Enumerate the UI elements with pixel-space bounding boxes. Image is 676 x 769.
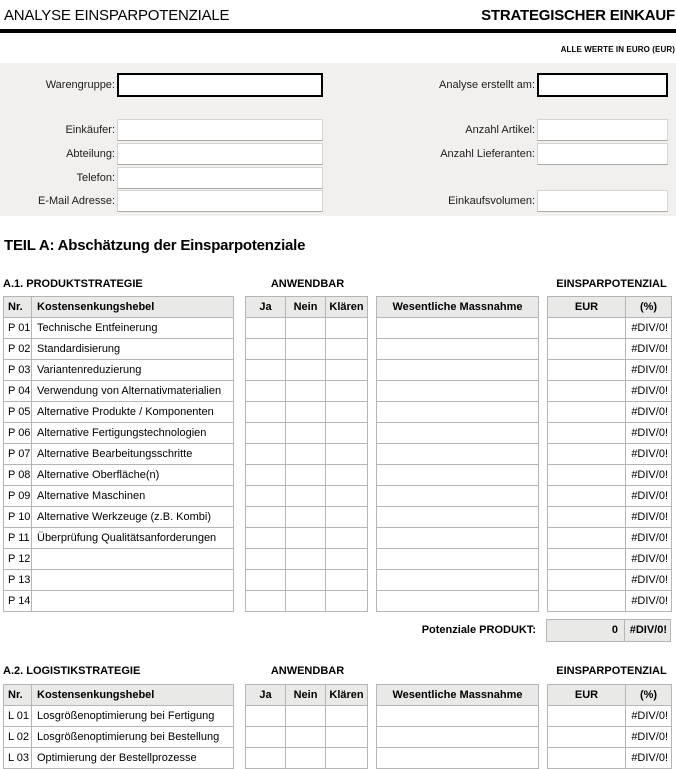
cell-ja[interactable] — [246, 486, 286, 507]
cell-massnahme[interactable] — [377, 706, 539, 727]
einsparpotenzial-label: EINSPARPOTENZIAL — [556, 665, 667, 677]
row-nr: P 10 — [4, 507, 32, 528]
cell-nein[interactable] — [286, 591, 326, 612]
table-row — [3, 444, 676, 465]
table-row — [3, 318, 676, 339]
cell-massnahme[interactable] — [377, 381, 539, 402]
cell-eur[interactable] — [548, 549, 626, 570]
cell-pct: #DIV/0! — [626, 727, 672, 748]
cell-nein[interactable] — [286, 402, 326, 423]
cell-klaeren[interactable] — [326, 402, 368, 423]
row-nr: P 08 — [4, 465, 32, 486]
table-row — [3, 706, 676, 727]
cell-massnahme[interactable] — [377, 727, 539, 748]
cell-massnahme[interactable] — [377, 402, 539, 423]
cell-eur[interactable] — [548, 591, 626, 612]
anwendbar-label: ANWENDBAR — [270, 278, 345, 290]
department-title: STRATEGISCHER EINKAUF — [481, 7, 675, 24]
table-row — [3, 402, 676, 423]
cell-ja[interactable] — [246, 706, 286, 727]
table-row — [3, 381, 676, 402]
cell-ja[interactable] — [246, 549, 286, 570]
cell-klaeren[interactable] — [326, 727, 368, 748]
cell-klaeren[interactable] — [326, 570, 368, 591]
cell-nein[interactable] — [286, 486, 326, 507]
row-nr: L 02 — [4, 727, 32, 748]
cell-pct: #DIV/0! — [626, 423, 672, 444]
row-nr: L 01 — [4, 706, 32, 727]
logistikstrategie-table — [3, 684, 676, 769]
cell-klaeren[interactable] — [326, 360, 368, 381]
row-kostensenkungshebel — [32, 570, 234, 591]
cell-eur[interactable] — [548, 381, 626, 402]
section-a1-labels — [0, 278, 676, 290]
row-nr: P 06 — [4, 423, 32, 444]
table-header-row — [3, 296, 676, 318]
table-row — [3, 727, 676, 748]
einkaeufer-label: Einkäufer: — [65, 124, 115, 136]
einkaeufer-input[interactable] — [117, 119, 323, 141]
cell-ja[interactable] — [246, 727, 286, 748]
anzahl-artikel-label: Anzahl Artikel: — [465, 124, 535, 136]
cell-klaeren[interactable] — [326, 486, 368, 507]
cell-pct: #DIV/0! — [626, 748, 672, 769]
table-row — [3, 507, 676, 528]
cell-klaeren[interactable] — [326, 528, 368, 549]
row-nr: P 09 — [4, 486, 32, 507]
col-header-pct: (%) — [626, 684, 672, 706]
col-header-kostensenkungshebel: Kostensenkungshebel — [32, 296, 234, 318]
cell-ja[interactable] — [246, 591, 286, 612]
cell-massnahme[interactable] — [377, 360, 539, 381]
cell-klaeren[interactable] — [326, 381, 368, 402]
cell-eur[interactable] — [548, 706, 626, 727]
analyse-erstellt-am-input[interactable] — [537, 73, 668, 97]
row-kostensenkungshebel: Losgrößenoptimierung bei Fertigung — [32, 706, 234, 727]
table-row — [3, 465, 676, 486]
document-title: ANALYSE EINSPARPOTENZIALE — [4, 7, 230, 24]
cell-pct: #DIV/0! — [626, 444, 672, 465]
abteilung-label: Abteilung: — [66, 148, 115, 160]
anzahl-artikel-input[interactable] — [537, 119, 668, 141]
table-row — [3, 486, 676, 507]
cell-klaeren[interactable] — [326, 507, 368, 528]
cell-nein[interactable] — [286, 549, 326, 570]
row-kostensenkungshebel: Alternative Oberfläche(n) — [32, 465, 234, 486]
cell-nein[interactable] — [286, 423, 326, 444]
cell-pct: #DIV/0! — [626, 360, 672, 381]
table-row — [3, 549, 676, 570]
cell-pct: #DIV/0! — [626, 549, 672, 570]
row-kostensenkungshebel: Alternative Fertigungstechnologien — [32, 423, 234, 444]
cell-massnahme[interactable] — [377, 465, 539, 486]
cell-nein[interactable] — [286, 706, 326, 727]
cell-nein[interactable] — [286, 381, 326, 402]
einkaufsvolumen-input[interactable] — [537, 190, 668, 212]
cell-ja[interactable] — [246, 402, 286, 423]
cell-massnahme[interactable] — [377, 591, 539, 612]
cell-pct: #DIV/0! — [626, 402, 672, 423]
einsparpotenzial-label: EINSPARPOTENZIAL — [556, 278, 667, 290]
col-header-nr: Nr. — [4, 684, 32, 706]
einkaufsvolumen-label: Einkaufsvolumen: — [448, 195, 535, 207]
metadata-form-panel — [0, 63, 676, 216]
telefon-label: Telefon: — [76, 172, 115, 184]
row-nr: P 01 — [4, 318, 32, 339]
cell-pct: #DIV/0! — [626, 486, 672, 507]
cell-massnahme[interactable] — [377, 318, 539, 339]
anzahl-lieferanten-label: Anzahl Lieferanten: — [440, 148, 535, 160]
produkt-total-eur: 0 — [547, 619, 625, 642]
cell-eur[interactable] — [548, 465, 626, 486]
table-row — [3, 360, 676, 381]
col-header-nein: Nein — [286, 684, 326, 706]
cell-massnahme[interactable] — [377, 423, 539, 444]
cell-nein[interactable] — [286, 507, 326, 528]
cell-nein[interactable] — [286, 727, 326, 748]
cell-klaeren[interactable] — [326, 423, 368, 444]
warengruppe-label: Warengruppe: — [45, 79, 115, 91]
email-label: E-Mail Adresse: — [37, 195, 115, 207]
cell-eur[interactable] — [548, 360, 626, 381]
col-header-eur: EUR — [548, 684, 626, 706]
col-header-klaeren: Klären — [326, 684, 368, 706]
cell-ja[interactable] — [246, 465, 286, 486]
cell-eur[interactable] — [548, 507, 626, 528]
cell-klaeren[interactable] — [326, 706, 368, 727]
row-nr: P 04 — [4, 381, 32, 402]
cell-klaeren[interactable] — [326, 549, 368, 570]
cell-pct: #DIV/0! — [626, 570, 672, 591]
col-header-ja: Ja — [246, 296, 286, 318]
email-input[interactable] — [117, 190, 323, 212]
warengruppe-input[interactable] — [117, 73, 323, 97]
produkt-total-row — [3, 619, 676, 642]
row-nr: P 13 — [4, 570, 32, 591]
cell-eur[interactable] — [548, 402, 626, 423]
row-kostensenkungshebel: Alternative Werkzeuge (z.B. Kombi) — [32, 507, 234, 528]
table-row — [3, 528, 676, 549]
document-header — [0, 0, 676, 29]
col-header-kostensenkungshebel: Kostensenkungshebel — [32, 684, 234, 706]
cell-pct: #DIV/0! — [626, 507, 672, 528]
cell-massnahme[interactable] — [377, 570, 539, 591]
teil-a-heading: TEIL A: Abschätzung der Einsparpotenziale — [4, 237, 306, 254]
col-header-nein: Nein — [286, 296, 326, 318]
col-header-nr: Nr. — [4, 296, 32, 318]
cell-pct: #DIV/0! — [626, 528, 672, 549]
cell-ja[interactable] — [246, 339, 286, 360]
cell-klaeren[interactable] — [326, 465, 368, 486]
row-kostensenkungshebel — [32, 591, 234, 612]
row-kostensenkungshebel: Alternative Produkte / Komponenten — [32, 402, 234, 423]
cell-massnahme[interactable] — [377, 444, 539, 465]
cell-nein[interactable] — [286, 528, 326, 549]
table-row — [3, 339, 676, 360]
cell-nein[interactable] — [286, 444, 326, 465]
cell-nein[interactable] — [286, 318, 326, 339]
row-kostensenkungshebel: Technische Entfeinerung — [32, 318, 234, 339]
cell-ja[interactable] — [246, 570, 286, 591]
section-a1-title: A.1. PRODUKTSTRATEGIE — [3, 278, 143, 290]
table-row — [3, 591, 676, 612]
row-kostensenkungshebel — [32, 549, 234, 570]
telefon-input[interactable] — [117, 167, 323, 189]
row-nr: P 12 — [4, 549, 32, 570]
row-kostensenkungshebel: Alternative Bearbeitungsschritte — [32, 444, 234, 465]
cell-eur[interactable] — [548, 570, 626, 591]
cell-eur[interactable] — [548, 444, 626, 465]
cell-massnahme[interactable] — [377, 486, 539, 507]
cell-eur[interactable] — [548, 528, 626, 549]
col-header-massnahme: Wesentliche Massnahme — [377, 684, 539, 706]
cell-klaeren[interactable] — [326, 339, 368, 360]
row-kostensenkungshebel: Verwendung von Alternativmaterialien — [32, 381, 234, 402]
col-header-pct: (%) — [626, 296, 672, 318]
col-header-ja: Ja — [246, 684, 286, 706]
cell-klaeren[interactable] — [326, 591, 368, 612]
abteilung-input[interactable] — [117, 143, 323, 165]
row-nr: P 14 — [4, 591, 32, 612]
cell-ja[interactable] — [246, 360, 286, 381]
cell-nein[interactable] — [286, 465, 326, 486]
cell-ja[interactable] — [246, 423, 286, 444]
row-nr: P 02 — [4, 339, 32, 360]
cell-eur[interactable] — [548, 318, 626, 339]
cell-eur[interactable] — [548, 727, 626, 748]
col-header-massnahme: Wesentliche Massnahme — [377, 296, 539, 318]
cell-eur[interactable] — [548, 339, 626, 360]
row-kostensenkungshebel: Optimierung der Bestellprozesse — [32, 748, 234, 769]
cell-eur[interactable] — [548, 423, 626, 444]
cell-pct: #DIV/0! — [626, 339, 672, 360]
cell-ja[interactable] — [246, 381, 286, 402]
table-row — [3, 570, 676, 591]
cell-eur[interactable] — [548, 486, 626, 507]
cell-pct: #DIV/0! — [626, 706, 672, 727]
col-header-eur: EUR — [548, 296, 626, 318]
cell-pct: #DIV/0! — [626, 318, 672, 339]
anzahl-lieferanten-input[interactable] — [537, 143, 668, 165]
cell-ja[interactable] — [246, 507, 286, 528]
col-header-klaeren: Klären — [326, 296, 368, 318]
row-nr: L 03 — [4, 748, 32, 769]
row-nr: P 03 — [4, 360, 32, 381]
cell-nein[interactable] — [286, 360, 326, 381]
cell-pct: #DIV/0! — [626, 591, 672, 612]
produkt-total-pct: #DIV/0! — [625, 619, 671, 642]
row-kostensenkungshebel: Losgrößenoptimierung bei Bestellung — [32, 727, 234, 748]
table-header-row — [3, 684, 676, 706]
row-kostensenkungshebel: Alternative Maschinen — [32, 486, 234, 507]
cell-nein[interactable] — [286, 570, 326, 591]
cell-klaeren[interactable] — [326, 318, 368, 339]
units-note: ALLE WERTE IN EURO (EUR) — [560, 45, 675, 54]
row-kostensenkungshebel: Variantenreduzierung — [32, 360, 234, 381]
cell-pct: #DIV/0! — [626, 381, 672, 402]
row-nr: P 05 — [4, 402, 32, 423]
cell-klaeren[interactable] — [326, 444, 368, 465]
cell-ja[interactable] — [246, 444, 286, 465]
cell-pct: #DIV/0! — [626, 465, 672, 486]
cell-massnahme[interactable] — [377, 339, 539, 360]
produkt-total-label: Potenziale PRODUKT: — [421, 624, 536, 636]
analyse-erstellt-am-label: Analyse erstellt am: — [439, 79, 535, 91]
produktstrategie-table — [3, 296, 676, 612]
cell-ja[interactable] — [246, 528, 286, 549]
section-a2-labels — [0, 665, 676, 677]
row-kostensenkungshebel: Standardisierung — [32, 339, 234, 360]
cell-ja[interactable] — [246, 318, 286, 339]
anwendbar-label: ANWENDBAR — [270, 665, 345, 677]
table-row — [3, 423, 676, 444]
cell-massnahme[interactable] — [377, 528, 539, 549]
cell-massnahme[interactable] — [377, 549, 539, 570]
cell-nein[interactable] — [286, 339, 326, 360]
section-a2-title: A.2. LOGISTIKSTRATEGIE — [3, 665, 141, 677]
cell-massnahme[interactable] — [377, 507, 539, 528]
row-nr: P 07 — [4, 444, 32, 465]
row-nr: P 11 — [4, 528, 32, 549]
row-kostensenkungshebel: Überprüfung Qualitätsanforderungen — [32, 528, 234, 549]
